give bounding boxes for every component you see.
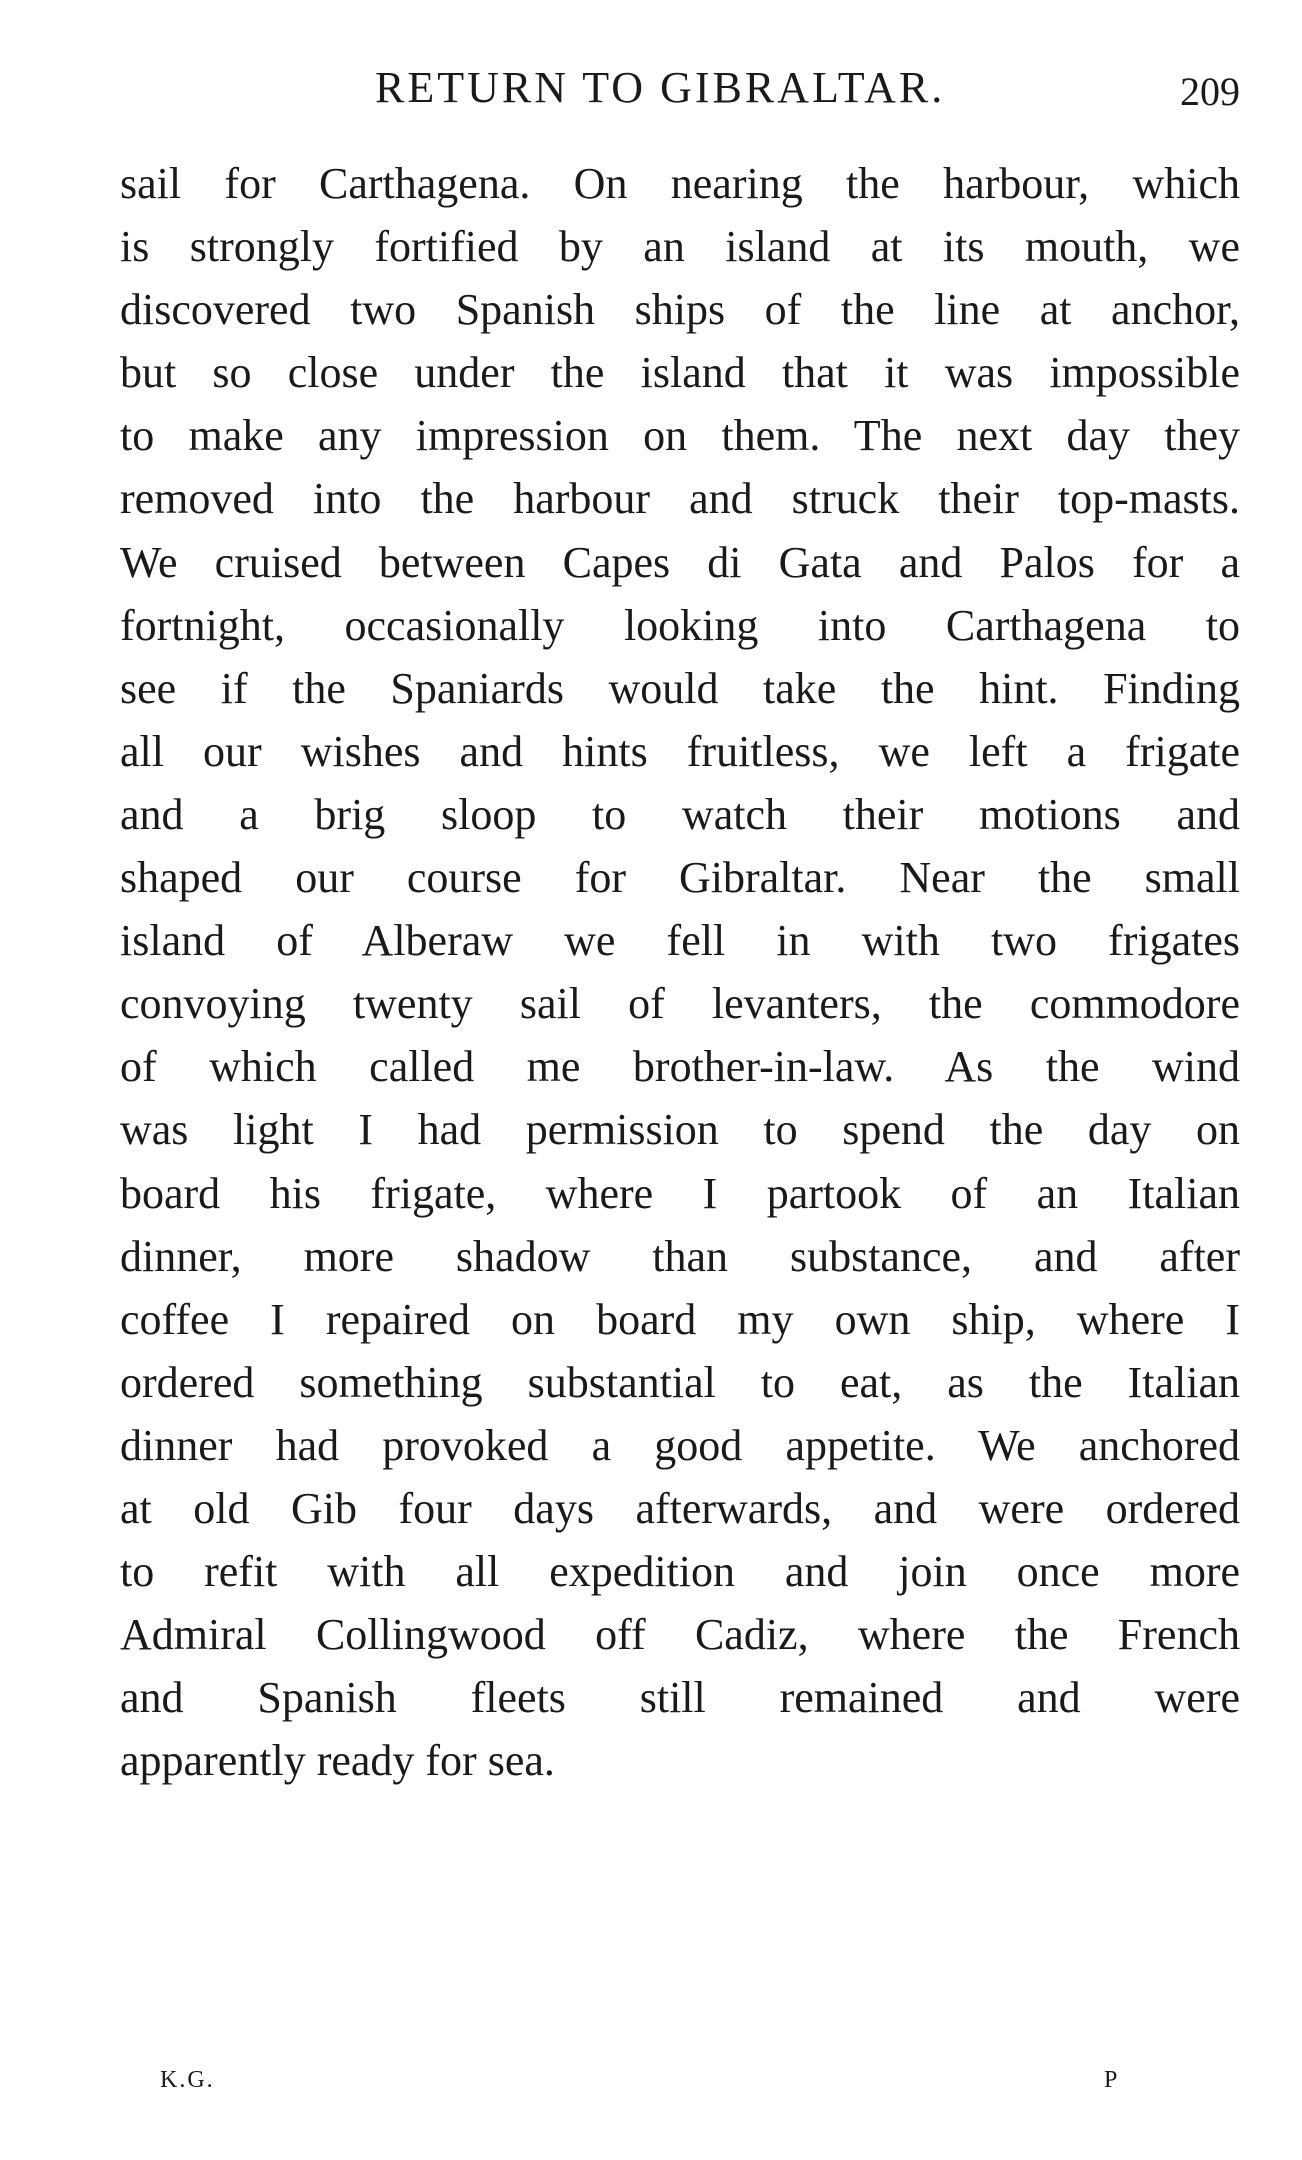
text-line: at old Gib four days afterwards, and were ordered (120, 1483, 1240, 1533)
body-text (120, 152, 1240, 1792)
text-line: see if the Spaniards would take the hint. Finding (120, 663, 1240, 713)
text-line: coffee I repaired on board my own ship, where I (120, 1294, 1240, 1344)
text-line: to make any impression on them. The next day they (120, 411, 1240, 461)
text-line: to refit with all expedition and join once more (120, 1547, 1240, 1597)
signature-mark: K.G. (160, 2067, 215, 2093)
text-line: board his frigate, where I partook of an Italian (120, 1168, 1240, 1218)
running-title: RETURN TO GIBRALTAR. (375, 63, 946, 112)
text-line: was light I had permission to spend the day on (120, 1105, 1240, 1155)
text-line: but so close under the island that it was impossible (120, 348, 1240, 398)
text-line: sail for Carthagena. On nearing the harbour, which (120, 159, 1240, 208)
page-number: 209 (1180, 69, 1240, 114)
text-line: shaped our course for Gibraltar. Near the small (120, 853, 1240, 903)
text-line: convoying twenty sail of levanters, the commodore (120, 979, 1240, 1029)
text-line: and Spanish fleets still remained and were (120, 1673, 1240, 1723)
text-line: is strongly fortified by an island at its mouth, we (120, 222, 1240, 272)
text-line: Admiral Collingwood off Cadiz, where the French (120, 1610, 1240, 1660)
text-line-last: apparently ready for sea. (120, 1736, 555, 1786)
text-line: of which called me brother-in-law. As the wind (120, 1042, 1240, 1092)
text-line: dinner, more shadow than substance, and after (120, 1231, 1240, 1281)
text-line: and a brig sloop to watch their motions and (120, 789, 1240, 839)
running-head (120, 60, 1240, 116)
text-line: fortnight, occasionally looking into Carthagena to (120, 600, 1240, 650)
text-line: We cruised between Capes di Gata and Palos for a (120, 537, 1240, 587)
text-line: island of Alberaw we fell in with two frigates (120, 916, 1240, 966)
text-line: discovered two Spanish ships of the line at anchor, (120, 285, 1240, 335)
sheet-letter: P (1104, 2067, 1118, 2093)
text-line: all our wishes and hints fruitless, we left a frigate (120, 726, 1240, 776)
text-line: ordered something substantial to eat, as the Italian (120, 1357, 1240, 1407)
text-line: removed into the harbour and struck their top-masts. (120, 474, 1240, 524)
text-line: dinner had provoked a good appetite. We anchored (120, 1420, 1240, 1470)
